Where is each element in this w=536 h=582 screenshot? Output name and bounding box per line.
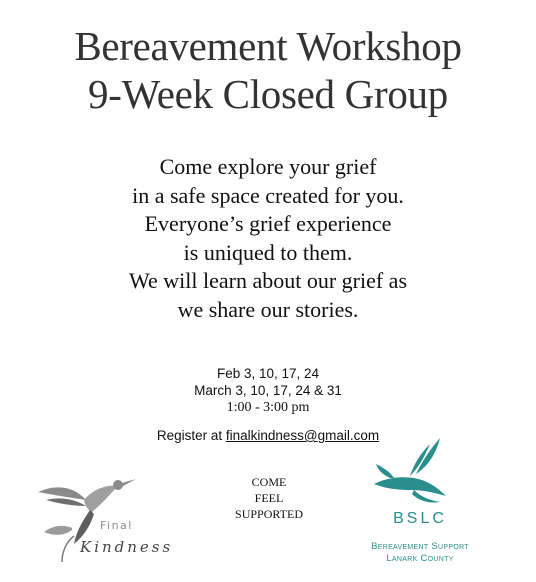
logo-word-final: Final <box>100 519 133 532</box>
schedule <box>0 365 536 416</box>
register-email-link[interactable]: finalkindness@gmail.com <box>225 428 380 443</box>
tagline-line-1: COME <box>251 475 287 489</box>
title-line-1: Bereavement Workshop <box>74 23 462 69</box>
description-line: we share our stories. <box>177 296 359 322</box>
description-line: We will learn about our grief as <box>128 268 408 293</box>
tagline <box>214 474 324 522</box>
logo-word-kindness: Kindness <box>80 538 174 556</box>
description-line: Everyone’s grief experience <box>144 211 392 236</box>
description-line: is uniqued to them. <box>183 239 353 265</box>
workshop-title <box>0 22 536 118</box>
dates-march: March 3, 10, 17, 24 & 31 <box>194 383 342 398</box>
title-line-2: 9-Week Closed Group <box>88 71 448 117</box>
tagline-line-2: FEEL <box>254 491 284 505</box>
organization-abbreviation: BSLC <box>393 510 447 527</box>
dove-icon <box>370 438 460 508</box>
description-line: Come explore your grief <box>159 154 377 179</box>
organization-name <box>330 541 510 565</box>
organization-name-line-1: Bereavement Support <box>371 541 469 552</box>
organization-name-line-2: Lanark County <box>386 553 454 564</box>
description <box>0 153 536 324</box>
register-label: Register at <box>156 428 226 443</box>
session-time: 1:00 - 3:00 pm <box>226 400 310 415</box>
tagline-line-3: SUPPORTED <box>235 507 303 521</box>
dates-february: Feb 3, 10, 17, 24 <box>216 366 320 381</box>
description-line: in a safe space created for you. <box>132 182 404 208</box>
